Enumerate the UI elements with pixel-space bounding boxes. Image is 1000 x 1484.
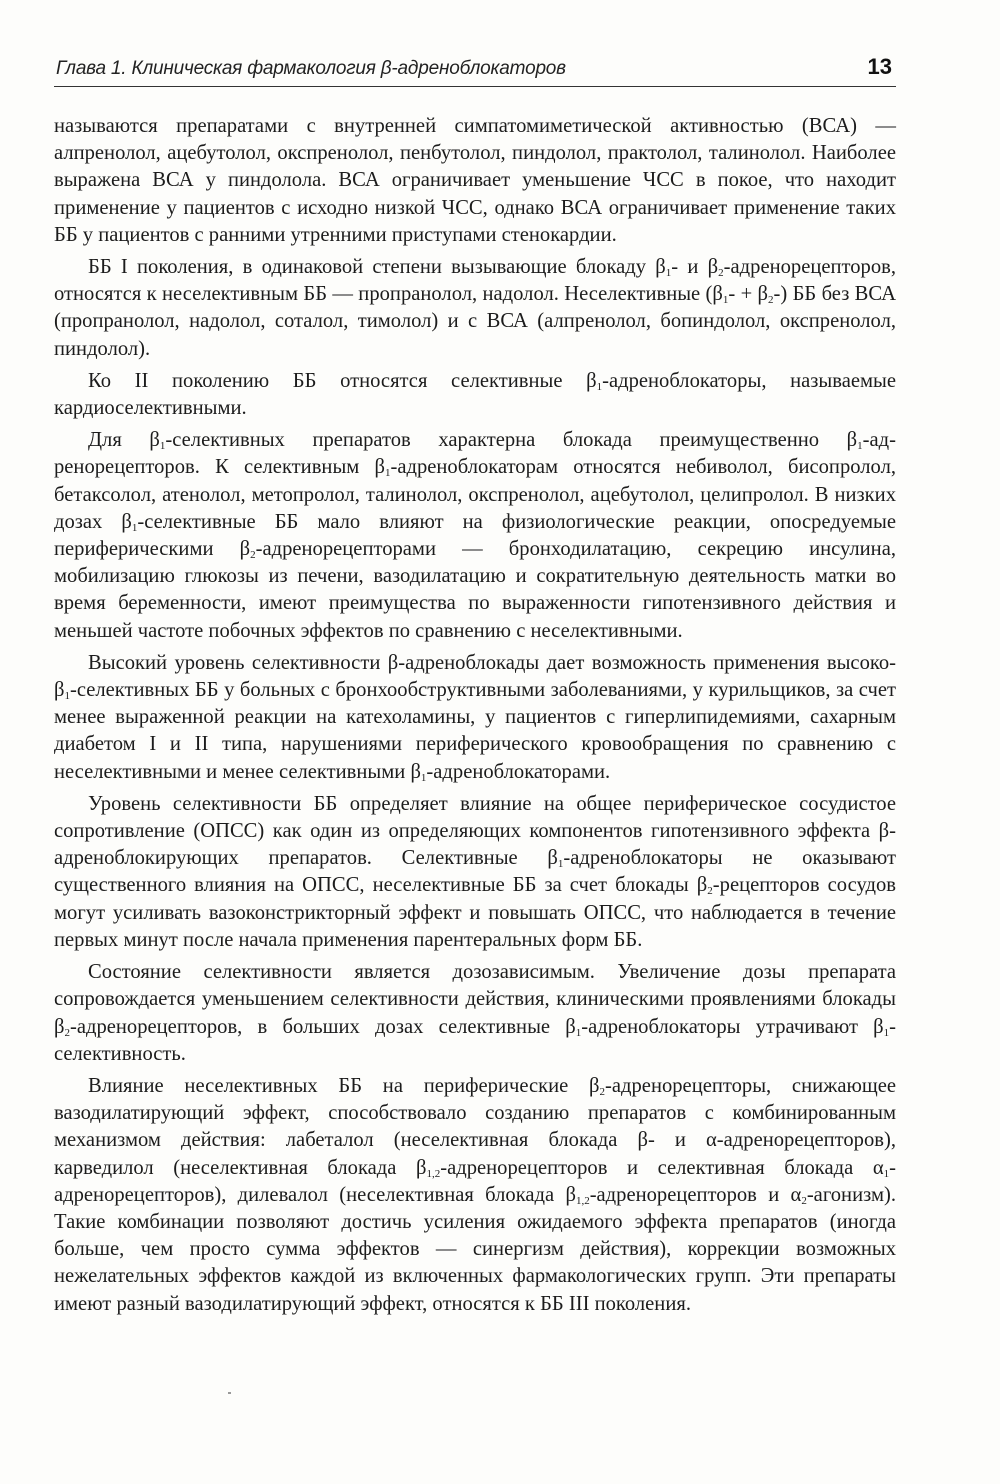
subscript-index: 1 bbox=[64, 690, 70, 703]
text-run: -адренорецепторов), дилевалол (неселективная блокада β bbox=[54, 1156, 896, 1206]
text-run: -адреноблокаторы не оказывают существенного влияния на ОПСС, неселективные ББ за счет блокады β bbox=[54, 847, 896, 897]
subscript-index: 1 bbox=[575, 1026, 582, 1039]
text-run: Ко II поколению ББ относятся селективные β bbox=[88, 369, 597, 392]
body-text bbox=[54, 113, 896, 1323]
text-run: ББ I поколения, в одинаковой степени вызывающие блокаду β bbox=[88, 256, 666, 279]
paragraph bbox=[54, 650, 896, 786]
text-run: -адренорецепторы, снижающее вазодилатирующий эффект, способствовало созданию препаратов с комбинированным механизмом действия: лабеталол (неселективная блокада β- и α-адренорецепторов), карведилол (неселективная блокада β bbox=[54, 1074, 897, 1179]
text-run: Для β bbox=[88, 429, 160, 452]
text-run: -адреноблокаторы утрачивают β bbox=[581, 1015, 884, 1038]
text-run: Высокий уровень селективности β-адреноблокады дает возможность применения высоко-β bbox=[54, 651, 896, 702]
subscript-index: 2 bbox=[707, 885, 713, 898]
text-run: -адренорецепторами — бронходилатацию, секрецию инсулина, мобилизацию глюкозы из печени, вазодилатацию и сократительную деятельность матки во время беременности, имеют преимущества по выраженности гипотензивного действия и меньшей частоте побочных эффектов по сравнению с неселективными. bbox=[54, 538, 896, 642]
text-run: -селективных ББ у больных с бронхообструктивными заболеваниями, у курильщиков, за счет менее выраженной реакции на катехоламины, у пациентов с гиперлипидемиями, сахарным диабетом I и II типа, нарушениями периферического кровообращения по сравнению с неселективными и менее селективными β bbox=[54, 679, 896, 783]
subscript-index: 1 bbox=[385, 467, 391, 480]
subscript-index: 1 bbox=[665, 267, 672, 280]
paragraph bbox=[54, 791, 896, 954]
text-run: -рецепторов сосудов могут усиливать вазоконстрикторный эффект и повышать ОПСС, что наблюдается в течение первых минут после начала применения парентеральных форм ББ. bbox=[54, 874, 896, 951]
text-run: -селективных препаратов характерна блокада преимущественно β bbox=[165, 429, 858, 452]
text-run: называются препаратами с внутренней симпатомиметической активностью (ВСА) — алпренолол, ацебутолол, окспренолол, пенбутолол, пиндолол, практолол, талинолол. Наиболее выражена ВСА у пиндолола. ВСА ограничивает уменьшение ЧСС в покое, что находит применение у пациентов с исходно низкой ЧСС, однако ВСА ограничивает применение таких ББ у пациентов с ранними утренними приступами стенокардии. bbox=[54, 115, 896, 246]
running-header bbox=[54, 56, 896, 87]
subscript-index: 1 bbox=[557, 858, 564, 871]
subscript-index: 2 bbox=[718, 267, 724, 280]
subscript-index: 1 bbox=[420, 771, 427, 784]
subscript-index: 1 bbox=[131, 521, 138, 534]
subscript-index: 1 bbox=[159, 440, 166, 453]
text-run: - и β bbox=[671, 256, 719, 279]
subscript-index: 2 bbox=[768, 294, 774, 307]
text-run: - + β bbox=[728, 283, 769, 306]
page-number: 13 bbox=[867, 54, 892, 79]
subscript-index: 1 bbox=[857, 440, 863, 453]
text-run: -агонизм). Такие комбинации позволяют достичь усиления ожидаемого эффекта препаратов (иногда больше, чем просто сумма эффектов — синергизм действия), коррекции возможных нежелательных эффектов каждой из включенных фармакологических групп. Эти препараты имеют разный вазодилатирующий эффект, относятся к ББ III поколения. bbox=[54, 1183, 896, 1315]
text-run: -адренорецепторов и α bbox=[589, 1183, 802, 1206]
text-run: -адренорецепторов. К селективным β bbox=[54, 429, 896, 479]
subscript-index: 1 bbox=[883, 1026, 890, 1039]
subscript-index: 1,2 bbox=[426, 1167, 441, 1180]
subscript-index: 1 bbox=[722, 294, 729, 307]
subscript-index: 1 bbox=[883, 1167, 890, 1180]
text-run: -адреноблокаторами. bbox=[426, 760, 611, 783]
text-run: -селективность. bbox=[54, 1015, 897, 1065]
paragraph bbox=[54, 427, 896, 645]
paragraph bbox=[54, 1073, 896, 1318]
print-speck bbox=[228, 1392, 231, 1394]
paragraph bbox=[54, 113, 896, 249]
subscript-index: 1,2 bbox=[575, 1194, 590, 1207]
text-run: -селективные ББ мало влияют на физиологические реакции, опосредуемые периферическими β bbox=[54, 510, 896, 561]
text-run: Влияние неселективных ББ на периферические β bbox=[88, 1074, 600, 1097]
text-run: -адренорецепторов, относятся к неселективным ББ — пропранолол, надолол. Неселективные (β bbox=[54, 256, 897, 306]
text-run: Состояние селективности является дозозависимым. Увеличение дозы препарата сопровождается уменьшением селективности действия, клиническими проявлениями блокады β bbox=[54, 961, 896, 1038]
paragraph bbox=[54, 254, 896, 363]
paragraph bbox=[54, 368, 896, 422]
text-run: Уровень селективности ББ определяет влияние на общее периферическое сосудистое сопротивление (ОПСС) как один из определяющих компонентов гипотензивного эффекта β-адреноблокирующих препаратов. Селективные β bbox=[54, 792, 896, 870]
subscript-index: 2 bbox=[801, 1194, 807, 1207]
subscript-index: 2 bbox=[599, 1085, 606, 1098]
chapter-title: Глава 1. Клиническая фармакология β-адреноблокаторов bbox=[56, 58, 566, 79]
text-run: -адреноблокаторам относятся небиволол, бисопролол, бетаксолол, атенолол, метопролол, талинолол, окспренолол, ацебутолол, целипролол. В низких дозах β bbox=[54, 456, 896, 533]
text-run: -адренорецепторов, в больших дозах селективные β bbox=[69, 1015, 576, 1038]
text-run: -адренорецепторов и селективная блокада α bbox=[440, 1156, 884, 1179]
subscript-index: 2 bbox=[250, 549, 256, 562]
subscript-index: 1 bbox=[596, 380, 603, 393]
subscript-index: 2 bbox=[64, 1026, 70, 1039]
text-run: -) ББ без ВСА (пропранолол, надолол, соталол, тимолол) и с ВСА (алпренолол, бопиндолол, окспренолол, пиндолол). bbox=[54, 283, 896, 360]
text-run: -адреноблокаторы, называемые кардиоселективными. bbox=[54, 369, 896, 420]
paragraph bbox=[54, 959, 896, 1068]
